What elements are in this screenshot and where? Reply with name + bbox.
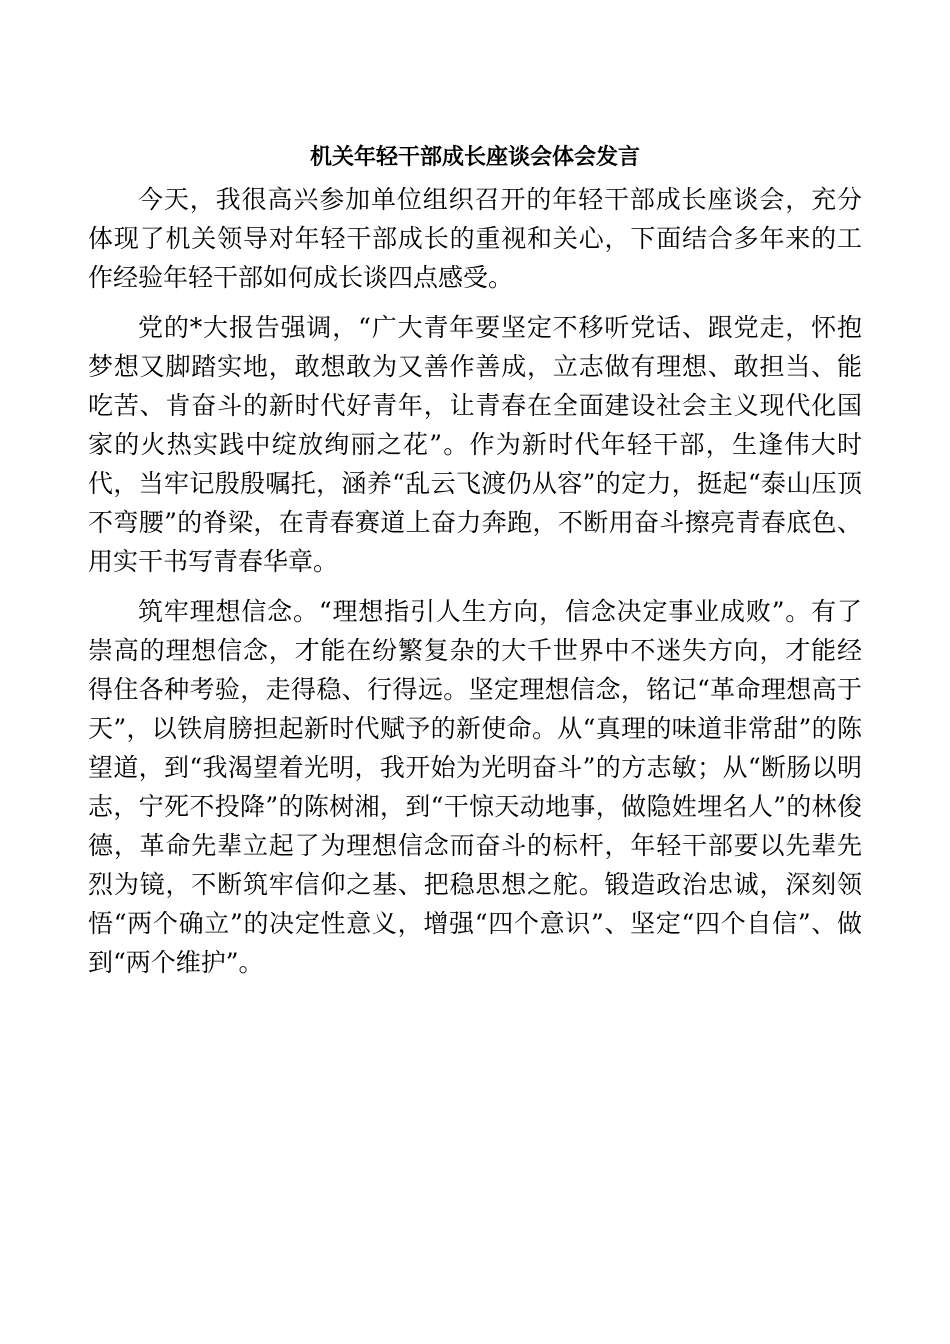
document-body — [88, 180, 862, 982]
document-title: 机关年轻干部成长座谈会体会发言 — [309, 144, 640, 170]
paragraph-party-report: 党的*大报告强调，“广大青年要坚定不移听党话、跟党走，怀抱梦想又脚踏实地，敢想敢为又善作善成，立志做有理想、敢担当、能吃苦、肯奋斗的新时代好青年，让青春在全面建设社会主义现代化国家的火热实践中绽放绚丽之花”。作为新时代年轻干部，生逢伟大时代，当牢记殷殷嘱托，涵养“乱云飞渡仍从容”的定力，挺起“泰山压顶不弯腰”的脊梁，在青春赛道上奋力奔跑，不断用奋斗擦亮青春底色、用实干书写青春华章。 — [88, 313, 862, 576]
paragraph-intro: 今天，我很高兴参加单位组织召开的年轻干部成长座谈会，充分体现了机关领导对年轻干部成长的重视和关心，下面结合多年来的工作经验年轻干部如何成长谈四点感受。 — [88, 185, 862, 292]
paragraph-ideals: 筑牢理想信念。“理想指引人生方向，信念决定事业成败”。有了崇高的理想信念，才能在纷繁复杂的大千世界中不迷失方向，才能经得住各种考验，走得稳、行得远。坚定理想信念，铭记“革命理想高于天”，以铁肩膀担起新时代赋予的新使命。从“真理的味道非常甜”的陈望道，到“我渴望着光明，我开始为光明奋斗”的方志敏；从“断肠以明志，宁死不投降”的陈树湘，到“干惊天动地事，做隐姓埋名人”的林俊德，革命先辈立起了为理想信念而奋斗的标杆，年轻干部要以先辈先烈为镜，不断筑牢信仰之基、把稳思想之舵。锻造政治忠诚，深刻领悟“两个确立”的决定性意义，增强“四个意识”、坚定“四个自信”、做到“两个维护”。 — [88, 597, 862, 977]
